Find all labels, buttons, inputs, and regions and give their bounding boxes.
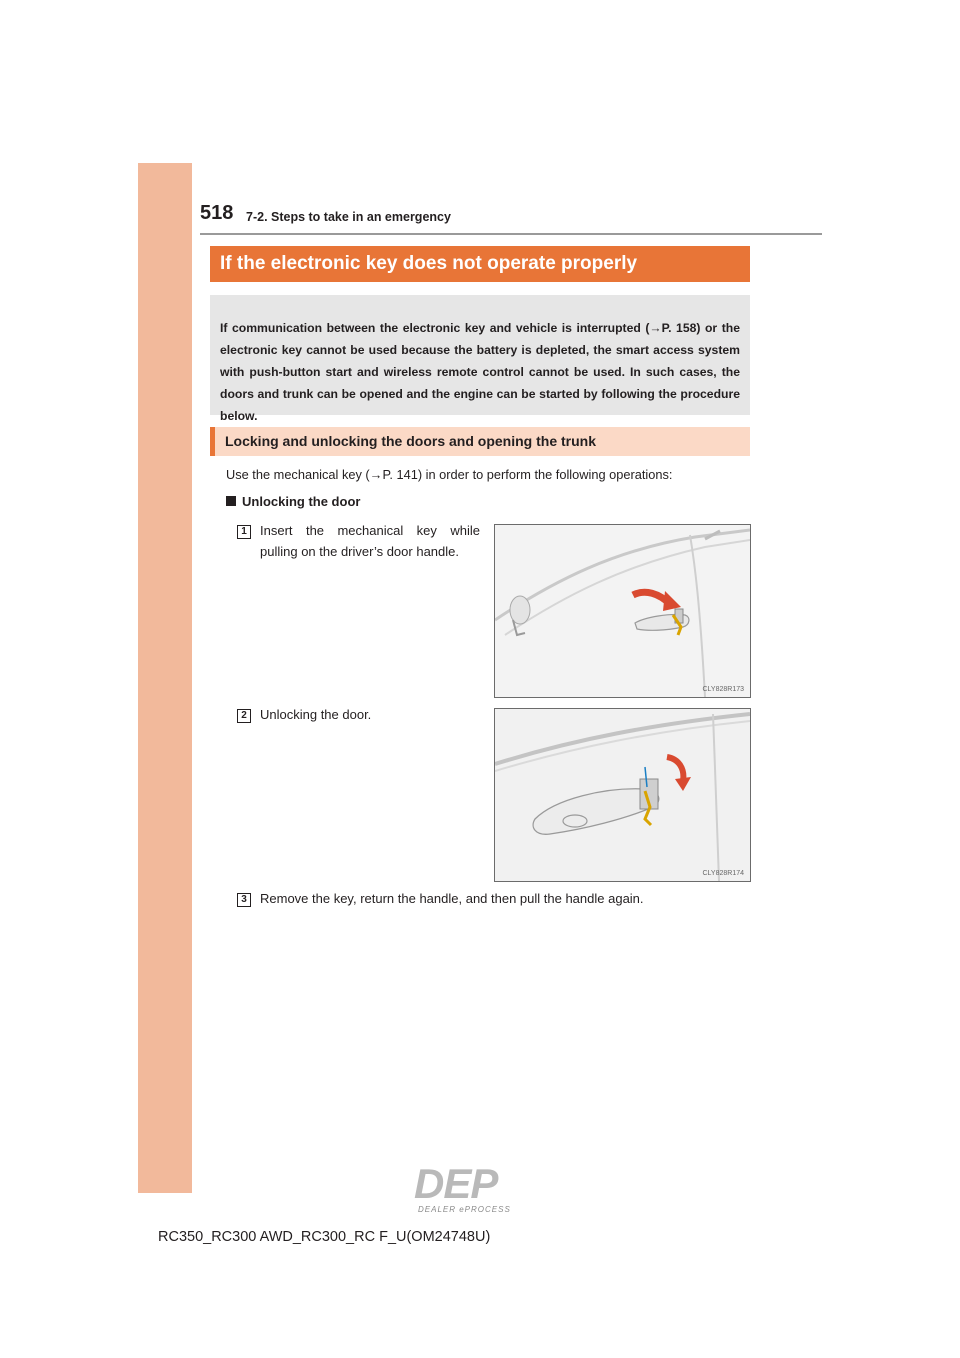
page-title: If the electronic key does not operate properly <box>220 253 638 274</box>
key-turn-illustration <box>495 709 750 881</box>
step-number-3: 3 <box>237 893 251 907</box>
bullet-heading-label: Unlocking the door <box>242 494 361 509</box>
body-text: Use the mechanical key (→P. 141) in order to perform the following operations: <box>226 467 673 482</box>
bullet-heading <box>226 494 360 509</box>
step-text-1: Insert the mechanical key while pulling on the driver’s door handle. <box>260 523 480 559</box>
figure-door-handle-key <box>494 524 751 698</box>
step-number-1: 1 <box>237 525 251 539</box>
subheading: Locking and unlocking the doors and opening the trunk <box>225 433 596 449</box>
page-number: 518 <box>200 202 234 224</box>
figure-unlocking-door <box>494 708 751 882</box>
logo-tagline: DEALER ePROCESS <box>418 1205 511 1214</box>
footer-model-code: RC350_RC300 AWD_RC300_RC F_U(OM24748U) <box>158 1229 491 1245</box>
step-number-2: 2 <box>237 709 251 723</box>
header-divider <box>200 233 822 235</box>
intro-box <box>210 295 750 423</box>
step-text-2: Unlocking the door. <box>260 707 372 722</box>
subheading-bar <box>210 427 750 456</box>
side-tab-strip <box>138 163 192 1193</box>
title-bar <box>210 246 750 282</box>
section-header: 7-2. Steps to take in an emergency <box>246 210 451 224</box>
logo-letters: DEP <box>414 1160 498 1207</box>
square-bullet-icon <box>226 496 236 506</box>
intro-text: If communication between the electronic key and vehicle is interrupted (→P. 158) or the electronic key cannot be used because the battery is depleted, the smart access system with push-button start and wireless remote control cannot be used. In such cases, the doors and trunk can be opened and the engine can be started by following the procedure below. <box>220 321 740 423</box>
figure-code: CLY828R173 <box>702 686 744 693</box>
dealer-logo <box>414 1160 546 1215</box>
step-text-3: Remove the key, return the handle, and then pull the handle again. <box>260 891 644 906</box>
door-handle-illustration <box>495 525 750 697</box>
figure-code: CLY828R174 <box>702 870 744 877</box>
